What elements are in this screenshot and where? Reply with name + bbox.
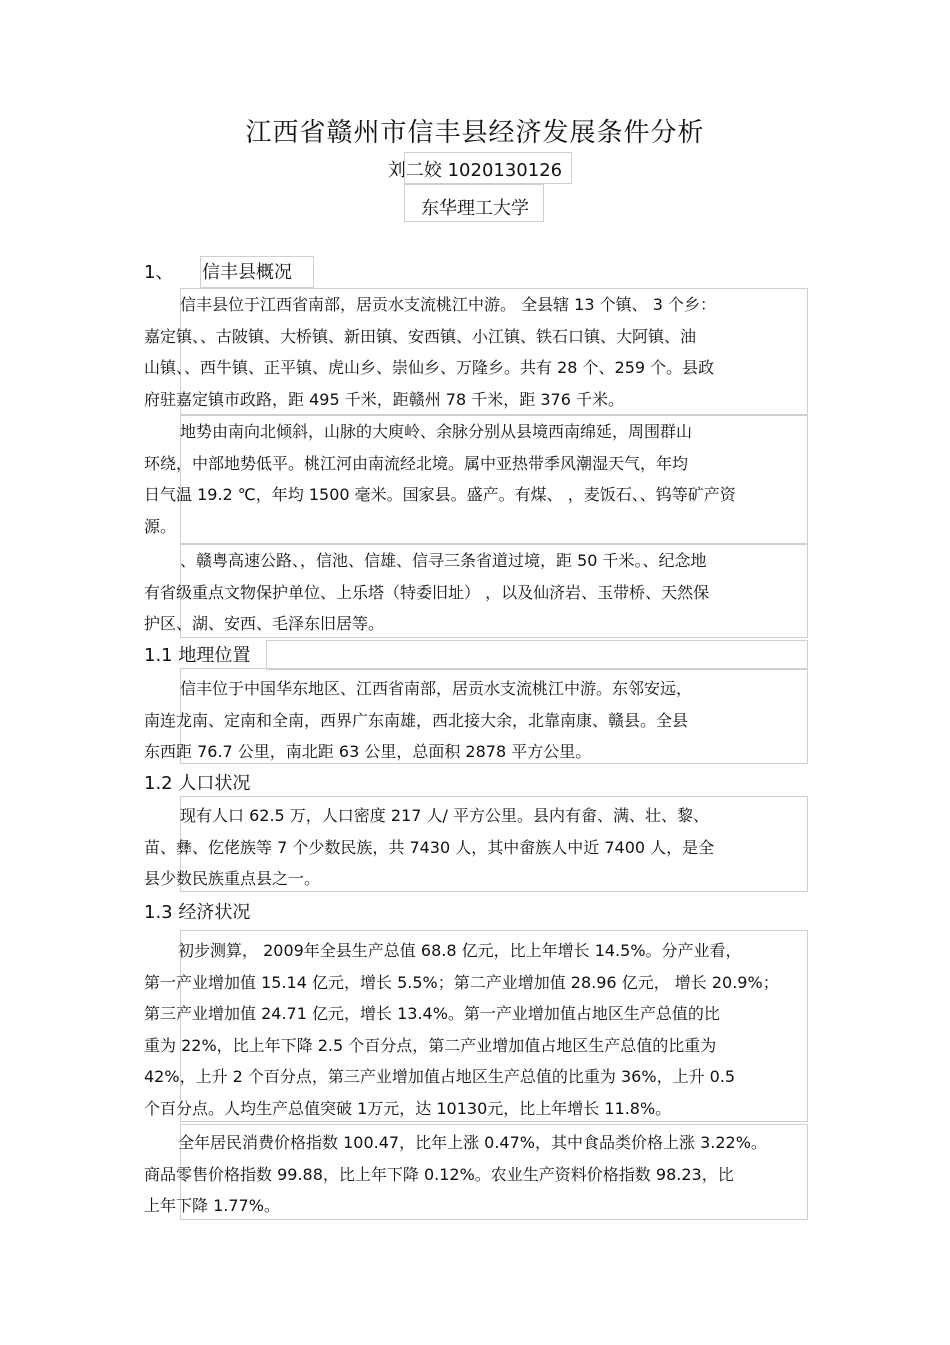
text-line: 现有人口 62.5 万，人口密度 217 人/ 平方公里。县内有畲、满、壮、黎、: [180, 806, 709, 825]
paragraph-geo: [144, 673, 806, 768]
section-number: 1、: [144, 262, 174, 283]
text-line: 有省级重点文物保护单位、上乐塔（特委旧址） ，以及仙济岩、玉带桥、天然保: [144, 582, 710, 602]
text-line: 南连龙南、定南和全南，西界广东南雄，西北接大余，北靠南康、赣县。全县: [144, 710, 689, 730]
section-heading-econ: 1.3 经济状况: [144, 902, 251, 923]
text-line: 日气温 19.2 ℃，年均 1500 毫米。国家县。盛产。有煤、 ，麦饭石、、钨等矿产资: [144, 485, 736, 504]
text-line: 县少数民族重点县之一。: [144, 869, 321, 888]
paragraph-econ-2: [144, 1127, 806, 1222]
author-line: 刘二姣 1020130126: [387, 160, 563, 181]
text-line: 上年下降 1.77%。: [144, 1196, 280, 1215]
text-line: 、赣粤高速公路、，信池、信雄、信寻三条省道过境，距 50 千米。、纪念地: [180, 551, 707, 570]
section-heading-geo: 1.1 地理位置: [144, 645, 251, 666]
text-line: 嘉定镇、、古陂镇、大桥镇、新田镇、安西镇、小江镇、铁石口镇、大阿镇、油: [144, 326, 697, 346]
text-line: 苗、彝、仡佬族等 7 个少数民族，共 7430 人，其中畲族人中近 7400 人，是全: [144, 837, 715, 857]
text-line: 信丰位于中国华东地区、江西省南部，居贡水支流桃江中游。东邻安远，: [180, 679, 693, 698]
paragraph-econ-1: [144, 935, 806, 1124]
text-line: 第三产业增加值 24.71 亿元，增长 13.4%。第一产业增加值占地区生产总值的比: [144, 1004, 720, 1023]
text-line: 42%，上升 2 个百分点，第三产业增加值占地区生产总值的比重为 36%，上升 0.5: [144, 1067, 736, 1086]
frame-heading-11: [266, 640, 808, 670]
paragraph-pop: [144, 800, 806, 895]
text-line: 重为 22%，比上年下降 2.5 个百分点，第二产业增加值占地区生产总值的比重为: [144, 1035, 717, 1055]
text-line: 东西距 76.7 公里，南北距 63 公里，总面积 2878 平方公里。: [144, 742, 592, 761]
text-line: 山镇、、西牛镇、正平镇、虎山乡、崇仙乡、万隆乡。共有 28 个、259 个。县政: [144, 358, 715, 377]
text-line: 初步测算， 2009年全县生产总值 68.8 亿元，比上年增长 14.5%。分产业看，: [178, 941, 742, 960]
text-line: 源。: [144, 516, 177, 536]
text-line: 第一产业增加值 15.14 亿元，增长 5.5%；第二产业增加值 28.96 亿元， 增长 20.9%；: [144, 972, 779, 992]
section-heading-pop: 1.2 人口状况: [144, 773, 251, 794]
paragraph-overview-2: [144, 416, 806, 542]
section-title: 信丰县概况: [202, 262, 292, 283]
section-heading-overview: [144, 258, 292, 284]
school-name: 东华理工大学: [421, 198, 529, 219]
text-line: 全年居民消费价格指数 100.47，比年上涨 0.47%，其中食品类价格上涨 3.22%。: [178, 1133, 767, 1152]
text-line: 商品零售价格指数 99.88，比上年下降 0.12%。农业生产资料价格指数 98.23，比: [144, 1164, 734, 1184]
text-line: 环绕，中部地势低平。桃江河由南流经北境。属中亚热带季风潮湿天气，年均: [144, 453, 689, 473]
text-line: 个百分点。人均生产总值突破 1万元，达 10130元，比上年增长 11.8%。: [144, 1098, 672, 1118]
paragraph-overview-1: [144, 289, 806, 415]
text-line: 护区、湖、安西、毛泽东旧居等。: [144, 614, 385, 633]
text-line: 地势由南向北倾斜，山脉的大庾岭、余脉分别从县境西南绵延，周围群山: [180, 422, 693, 441]
paragraph-overview-3: [144, 545, 806, 640]
document-title: 江西省赣州市信丰县经济发展条件分析: [245, 118, 705, 148]
text-line: 府驻嘉定镇市政路，距 495 千米，距赣州 78 千米，距 376 千米。: [144, 389, 624, 409]
text-line: 信丰县位于江西省南部，居贡水支流桃江中游。 全县辖 13 个镇、 3 个乡：: [180, 295, 716, 314]
